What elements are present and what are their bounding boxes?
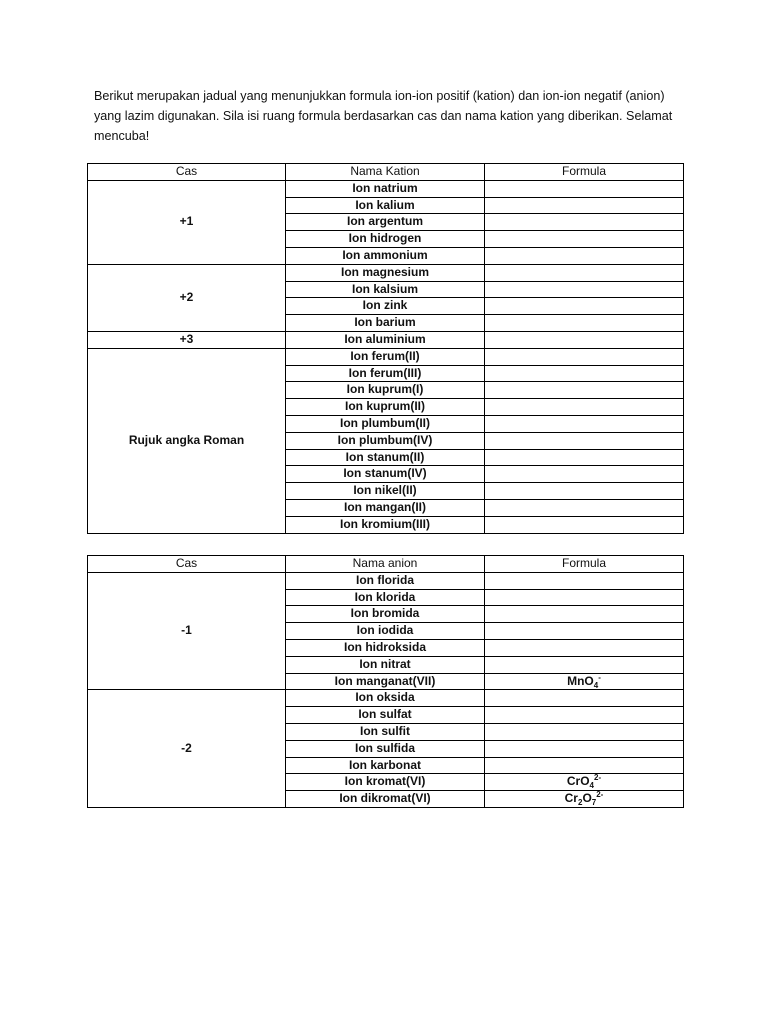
ion-name: Ion argentum <box>286 214 485 231</box>
formula-part-cr: Cr <box>564 791 578 806</box>
cation-header-row <box>88 164 684 181</box>
table-row <box>88 690 684 707</box>
anion-table <box>87 555 684 808</box>
formula-cell[interactable] <box>485 572 684 589</box>
table-row <box>88 331 684 348</box>
ion-name: Ion manganat(VII) <box>286 673 485 690</box>
ion-name: Ion sulfit <box>286 723 485 740</box>
ion-name: Ion aluminium <box>286 331 485 348</box>
formula-cell[interactable] <box>485 180 684 197</box>
ion-name: Ion plumbum(II) <box>286 415 485 432</box>
cas-cell: Rujuk angka Roman <box>88 348 286 533</box>
ion-name: Ion kromat(VI) <box>286 774 485 791</box>
formula-manganat <box>485 673 684 690</box>
table-row <box>88 264 684 281</box>
table-row <box>88 572 684 589</box>
formula-cell[interactable] <box>485 214 684 231</box>
formula-cell[interactable] <box>485 315 684 332</box>
formula-cell[interactable] <box>485 449 684 466</box>
formula-subscript: 2 <box>577 798 583 808</box>
header-cas: Cas <box>88 556 286 573</box>
cas-cell: +1 <box>88 180 286 264</box>
ion-name: Ion ferum(III) <box>286 365 485 382</box>
formula-cell[interactable] <box>485 399 684 416</box>
ion-name: Ion kuprum(I) <box>286 382 485 399</box>
ion-name: Ion plumbum(IV) <box>286 432 485 449</box>
formula-dikromat <box>485 791 684 808</box>
header-cas: Cas <box>88 164 286 181</box>
ion-name: Ion barium <box>286 315 485 332</box>
ion-name: Ion kalsium <box>286 281 485 298</box>
ion-name: Ion nikel(II) <box>286 483 485 500</box>
ion-name: Ion natrium <box>286 180 485 197</box>
formula-cell[interactable] <box>485 483 684 500</box>
cas-cell: +3 <box>88 331 286 348</box>
formula-cell[interactable] <box>485 656 684 673</box>
formula-cell[interactable] <box>485 247 684 264</box>
ion-name: Ion ammonium <box>286 247 485 264</box>
formula-cell[interactable] <box>485 415 684 432</box>
formula-cell[interactable] <box>485 606 684 623</box>
ion-name: Ion nitrat <box>286 656 485 673</box>
cas-cell: -1 <box>88 572 286 690</box>
formula-cell[interactable] <box>485 516 684 533</box>
formula-cell[interactable] <box>485 499 684 516</box>
formula-base: CrO <box>566 774 590 789</box>
formula-cell[interactable] <box>485 690 684 707</box>
cas-cell: +2 <box>88 264 286 331</box>
ion-name: Ion bromida <box>286 606 485 623</box>
ion-name: Ion sulfat <box>286 707 485 724</box>
ion-name: Ion kuprum(II) <box>286 399 485 416</box>
cas-cell: -2 <box>88 690 286 808</box>
formula-cell[interactable] <box>485 365 684 382</box>
formula-cell[interactable] <box>485 231 684 248</box>
header-nama-kation: Nama Kation <box>286 164 485 181</box>
ion-name: Ion oksida <box>286 690 485 707</box>
formula-subscript: 4 <box>589 781 594 791</box>
ion-name: Ion kalium <box>286 197 485 214</box>
ion-name: Ion ferum(II) <box>286 348 485 365</box>
formula-cell[interactable] <box>485 639 684 656</box>
formula-cell[interactable] <box>485 382 684 399</box>
ion-name: Ion zink <box>286 298 485 315</box>
ion-name: Ion magnesium <box>286 264 485 281</box>
ion-name: Ion kromium(III) <box>286 516 485 533</box>
ion-name: Ion stanum(II) <box>286 449 485 466</box>
formula-cell[interactable] <box>485 589 684 606</box>
table-row <box>88 348 684 365</box>
ion-name: Ion mangan(II) <box>286 499 485 516</box>
formula-part-o: O <box>582 791 592 806</box>
formula-cell[interactable] <box>485 740 684 757</box>
header-nama-anion: Nama anion <box>286 556 485 573</box>
formula-cell[interactable] <box>485 298 684 315</box>
formula-cell[interactable] <box>485 281 684 298</box>
formula-subscript: 7 <box>591 798 597 808</box>
formula-superscript: 2- <box>594 773 602 783</box>
formula-cell[interactable] <box>485 466 684 483</box>
formula-cell[interactable] <box>485 264 684 281</box>
anion-header-row <box>88 556 684 573</box>
formula-cell[interactable] <box>485 331 684 348</box>
formula-subscript: 4 <box>593 680 599 690</box>
formula-cell[interactable] <box>485 623 684 640</box>
ion-name: Ion sulfida <box>286 740 485 757</box>
ion-name: Ion hidrogen <box>286 231 485 248</box>
table-row <box>88 180 684 197</box>
ion-name: Ion hidroksida <box>286 639 485 656</box>
formula-superscript: 2- <box>596 790 604 800</box>
ion-name: Ion florida <box>286 572 485 589</box>
formula-cell[interactable] <box>485 432 684 449</box>
header-formula: Formula <box>485 556 684 573</box>
formula-base: MnO <box>567 673 594 688</box>
formula-cell[interactable] <box>485 348 684 365</box>
formula-cell[interactable] <box>485 707 684 724</box>
intro-paragraph: Berikut merupakan jadual yang menunjukkan formula ion-ion positif (kation) dan ion-ion negatif (anion) yang lazim digunakan. Sila isi ruang formula berdasarkan cas dan nama kation yang diberikan. Selamat mencuba! <box>94 89 673 143</box>
header-formula: Formula <box>485 164 684 181</box>
formula-cell[interactable] <box>485 757 684 774</box>
ion-name: Ion dikromat(VI) <box>286 791 485 808</box>
formula-kromat <box>485 774 684 791</box>
ion-name: Ion iodida <box>286 623 485 640</box>
ion-name: Ion karbonat <box>286 757 485 774</box>
ion-name: Ion klorida <box>286 589 485 606</box>
cation-table <box>87 163 684 534</box>
formula-cell[interactable] <box>485 197 684 214</box>
formula-cell[interactable] <box>485 723 684 740</box>
ion-name: Ion stanum(IV) <box>286 466 485 483</box>
formula-superscript: - <box>598 672 601 682</box>
